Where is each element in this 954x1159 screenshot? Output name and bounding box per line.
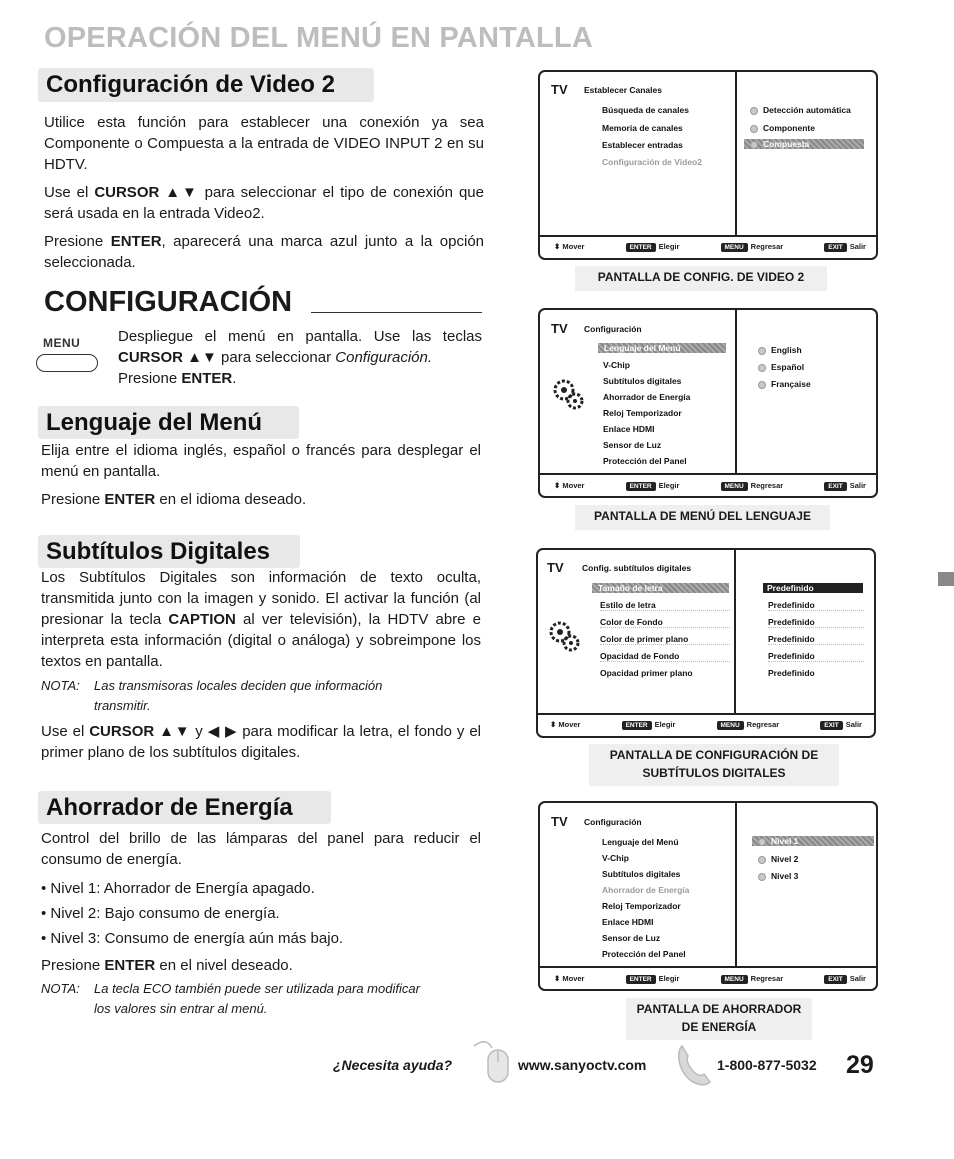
chapter-tab-marker xyxy=(938,572,954,586)
menu-item: Subtítulos digitales xyxy=(602,869,681,879)
value-item: Predefinido xyxy=(768,651,864,662)
menu-item: Enlace HDMI xyxy=(602,917,654,927)
ahorrador-section xyxy=(41,828,481,1019)
lenguaje-paragraph-2: Presione ENTER en el idioma deseado. xyxy=(41,491,307,508)
option-item: Detección automática xyxy=(750,105,851,115)
screen-footer: ⬍ Mover ENTER Elegir MENU Regresar EXIT Salir xyxy=(554,481,866,490)
list-item: • Nivel 3: Consumo de energía aún más bajo. xyxy=(41,930,344,947)
radio-icon xyxy=(758,381,766,389)
video2-paragraph-1: Utilice esta función para establecer una conexión ya sea Componente o Compuesta a la entrada de VIDEO INPUT 2 en su HDTV. xyxy=(44,114,484,173)
menu-item: Establecer entradas xyxy=(602,140,683,150)
menu-item: Opacidad primer plano xyxy=(600,668,693,678)
gears-icon xyxy=(546,618,582,654)
configuracion-title: CONFIGURACIÓN xyxy=(44,286,293,318)
tv-screen-ahorrador xyxy=(538,801,878,991)
mouse-icon xyxy=(470,1038,514,1088)
list-item: • Nivel 1: Ahorrador de Energía apagado. xyxy=(41,880,315,897)
tv-screen-lenguaje xyxy=(538,308,878,498)
lenguaje-paragraph-1: Elija entre el idioma inglés, español o francés para desplegar el menú en pantalla. xyxy=(41,442,481,480)
config-instructions: Despliegue el menú en pantalla. Use las teclas CURSOR ▲▼ para seleccionar Configuración. Presione ENTER. xyxy=(118,328,482,387)
heading-subtitulos: Subtítulos Digitales xyxy=(38,535,300,568)
video2-section xyxy=(44,112,484,273)
menu-item-selected: Lenguaje del Menú xyxy=(598,343,726,353)
page-number: 29 xyxy=(846,1051,874,1079)
tv-label: TV xyxy=(547,560,564,575)
ahorrador-paragraph-2: Presione ENTER en el nivel deseado. xyxy=(41,957,293,974)
screen-footer: ⬍ Mover ENTER Elegir MENU Regresar EXIT Salir xyxy=(554,974,866,983)
menu-item: Sensor de Luz xyxy=(603,440,662,450)
updown-arrow-icon: ⬍ xyxy=(554,481,561,490)
subtitulos-paragraph-2: Use el CURSOR ▲▼ y ◀ ▶ para modificar la letra, el fondo y el primer plano de los subtítulos digitales. xyxy=(41,723,481,761)
tv-label: TV xyxy=(551,814,568,829)
radio-icon xyxy=(758,838,766,846)
screen-header: Establecer Canales xyxy=(584,85,662,95)
menu-button-icon: MENU xyxy=(34,336,102,378)
lenguaje-section xyxy=(41,440,481,510)
screen-footer: ⬍ Mover ENTER Elegir MENU Regresar EXIT Salir xyxy=(550,720,862,729)
website-link[interactable]: www.sanyoctv.com xyxy=(518,1057,647,1073)
menu-item: Color de Fondo xyxy=(600,617,730,628)
menu-item: Estilo de letra xyxy=(600,600,730,611)
phone-icon xyxy=(674,1042,714,1088)
screen-header: Configuración xyxy=(584,324,642,334)
menu-item: Ahorrador de Energía xyxy=(603,392,691,402)
radio-icon xyxy=(758,873,766,881)
menu-item: Color de primer plano xyxy=(600,634,730,645)
radio-icon xyxy=(750,141,758,149)
radio-icon xyxy=(758,347,766,355)
tv-label: TV xyxy=(551,82,568,97)
radio-icon xyxy=(750,107,758,115)
menu-item-selected: Ahorrador de Energía xyxy=(602,885,690,895)
value-item: Predefinido xyxy=(768,634,864,645)
menu-item: Reloj Temporizador xyxy=(602,901,681,911)
caption-lenguaje: PANTALLA DE MENÚ DEL LENGUAJE xyxy=(575,505,830,530)
caption-subtitulos: PANTALLA DE CONFIGURACIÓN DE SUBTÍTULOS DIGITALES xyxy=(589,744,839,786)
menu-item: Subtítulos digitales xyxy=(603,376,682,386)
value-item: Predefinido xyxy=(768,600,864,611)
menu-item: Protección del Panel xyxy=(603,456,687,466)
option-item: English xyxy=(758,345,802,355)
help-text: ¿Necesita ayuda? xyxy=(333,1057,453,1073)
title-underline xyxy=(311,312,482,313)
updown-arrow-icon: ⬍ xyxy=(550,720,557,729)
value-item: Predefinido xyxy=(768,617,864,628)
caption-ahorrador: PANTALLA DE AHORRADOR DE ENERGÍA xyxy=(626,998,812,1040)
option-item: Español xyxy=(758,362,804,372)
option-item: Componente xyxy=(750,123,815,133)
video2-paragraph-3: Presione ENTER, aparecerá una marca azul junto a la opción seleccionada. xyxy=(44,233,485,271)
updown-arrow-icon: ⬍ xyxy=(554,974,561,983)
option-item-selected: Nivel 1 xyxy=(752,836,874,846)
menu-item: V-Chip xyxy=(602,853,629,863)
menu-item-selected: Configuración de Video2 xyxy=(602,157,702,167)
screen-footer: ⬍ Mover ENTER Elegir MENU Regresar EXIT Salir xyxy=(554,242,866,251)
caption-video2: PANTALLA DE CONFIG. DE VIDEO 2 xyxy=(575,266,827,291)
radio-icon xyxy=(758,364,766,372)
tv-label: TV xyxy=(551,321,568,336)
menu-item: Lenguaje del Menú xyxy=(602,837,679,847)
option-item: Nivel 2 xyxy=(758,854,798,864)
menu-item: V-Chip xyxy=(603,360,630,370)
ahorrador-note: NOTA: La tecla ECO también puede ser utilizada para modificar los valores sin entrar al menú. xyxy=(41,981,420,1016)
heading-ahorrador: Ahorrador de Energía xyxy=(38,791,331,824)
menu-item: Búsqueda de canales xyxy=(602,105,689,115)
option-item: Française xyxy=(758,379,811,389)
gears-icon xyxy=(550,376,586,412)
radio-icon xyxy=(758,856,766,864)
move-hint: ⬍ Mover xyxy=(554,242,585,251)
option-item-selected: Compuesta xyxy=(744,139,864,149)
menu-item-selected: Tamaño de letra xyxy=(592,583,729,593)
screen-header: Config. subtítulos digitales xyxy=(582,563,692,573)
list-item: • Nivel 2: Bajo consumo de energía. xyxy=(41,905,280,922)
subtitulos-paragraph-1: Los Subtítulos Digitales son información de texto oculta, transmitida junto con la imagen y sonido. El activar la función (al presionar la tecla CAPTION al ver televisión), la HDTV abre e interpreta esta información (digital o análoga) y sobreimpone los textos en pantalla. xyxy=(41,569,481,670)
option-item: Nivel 3 xyxy=(758,871,798,881)
menu-item: Enlace HDMI xyxy=(603,424,655,434)
value-item-selected: Predefinido xyxy=(763,583,863,593)
page-title: OPERACIÓN DEL MENÚ EN PANTALLA xyxy=(44,22,593,54)
heading-lenguaje: Lenguaje del Menú xyxy=(38,406,299,439)
subtitulos-section xyxy=(41,567,481,763)
value-item: Predefinido xyxy=(768,668,815,678)
menu-item: Protección del Panel xyxy=(602,949,686,959)
ahorrador-bullets xyxy=(41,876,481,951)
menu-item: Reloj Temporizador xyxy=(603,408,682,418)
radio-icon xyxy=(750,125,758,133)
menu-item: Memoria de canales xyxy=(602,123,683,133)
screen-header: Configuración xyxy=(584,817,642,827)
tv-screen-subtitulos xyxy=(536,548,876,738)
subtitulos-note: NOTA: Las transmisoras locales deciden que información transmitir. xyxy=(41,678,383,713)
phone-number: 1-800-877-5032 xyxy=(717,1057,817,1073)
heading-video2: Configuración de Video 2 xyxy=(38,68,374,102)
video2-paragraph-2: Use el CURSOR ▲▼ para seleccionar el tipo de conexión que será usada en la entrada Video2. xyxy=(44,184,484,222)
tv-screen-video2 xyxy=(538,70,878,260)
ahorrador-paragraph-1: Control del brillo de las lámparas del panel para reducir el consumo de energía. xyxy=(41,830,481,868)
updown-arrow-icon: ⬍ xyxy=(554,242,561,251)
menu-item: Opacidad de Fondo xyxy=(600,651,730,662)
menu-item: Sensor de Luz xyxy=(602,933,661,943)
